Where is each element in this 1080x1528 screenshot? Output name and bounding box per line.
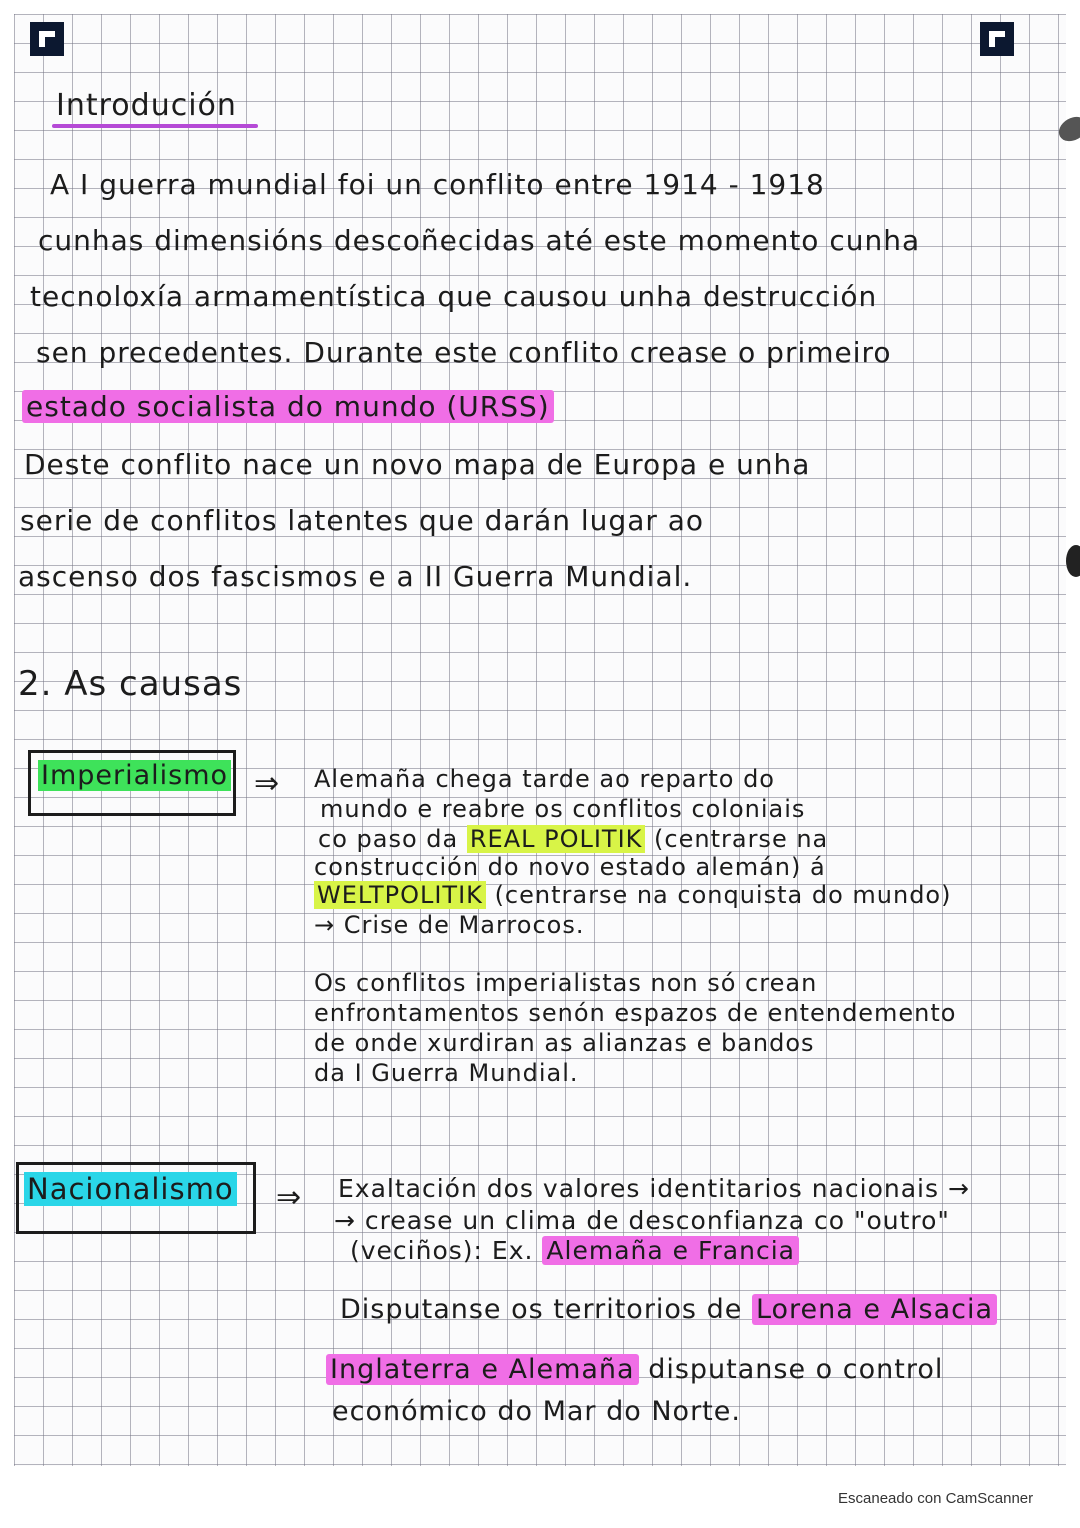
imperialismo-text: construcción do novo estado alemán) á [314, 853, 826, 881]
nacionalismo-text: (veciños): Ex. [350, 1236, 534, 1265]
imperialismo-label: Imperialismo [38, 760, 231, 791]
intro-line: A I guerra mundial foi un conflito entre 1914 - 1918 [50, 168, 825, 201]
nacionalismo-text: → crease un clima de desconfianza co "outro" [334, 1206, 950, 1235]
intro-line: cunhas dimensións descoñecidas até este momento cunha [38, 224, 921, 257]
double-arrow-icon: ⇒ [276, 1180, 302, 1215]
intro-line: sen precedentes. Durante este conflito crease o primeiro [36, 336, 892, 369]
intro-line: serie de conflitos latentes que darán lugar ao [20, 504, 705, 537]
nacionalismo-text: económico do Mar do Norte. [332, 1396, 741, 1427]
imperialismo-text-2: da I Guerra Mundial. [314, 1059, 579, 1087]
nacionalismo-text: Disputanse os territorios de [340, 1294, 743, 1325]
highlight-weltpolitik: WELTPOLITIK [314, 881, 486, 909]
highlight-inglaterra-alemana: Inglaterra e Alemaña [326, 1354, 639, 1385]
intro-line: ascenso dos fascismos e a II Guerra Mundial. [18, 560, 693, 593]
imperialismo-text-2: de onde xurdiran as alianzas e bandos [314, 1029, 815, 1057]
heading-underline [52, 124, 258, 128]
imperialismo-text: mundo e reabre os conflitos coloniais [320, 795, 806, 823]
imperialismo-text: co paso da [318, 825, 459, 853]
nacionalismo-label: Nacionalismo [24, 1172, 237, 1206]
imperialismo-text: Alemaña chega tarde ao reparto do [314, 765, 775, 793]
highlight-lorena-alsacia: Lorena e Alsacia [752, 1294, 997, 1325]
nacionalismo-text: Exaltación dos valores identitarios nacionais → [338, 1174, 970, 1203]
imperialismo-text: (centrarse na [654, 825, 829, 853]
imperialismo-text: (centrarse na conquista do mundo) [494, 881, 952, 909]
scan-corner-marker-icon [980, 22, 1014, 56]
double-arrow-icon: ⇒ [254, 766, 280, 801]
nacionalismo-text: disputanse o control [648, 1354, 944, 1385]
intro-line: tecnoloxía armamentística que causou unha destrucción [30, 280, 878, 313]
highlight-realpolitik: REAL POLITIK [467, 825, 646, 853]
scanner-watermark: Escaneado con CamScanner [838, 1490, 1034, 1507]
page-heading: Introdución [56, 88, 237, 123]
section-title: 2. As causas [18, 664, 243, 704]
pen-shadow [1066, 545, 1080, 577]
highlight-alemana-francia: Alemaña e Francia [542, 1236, 799, 1265]
imperialismo-text-2: enfrontamentos senón espazos de entendemento [314, 999, 957, 1027]
highlight-urss: estado socialista do mundo (URSS) [22, 390, 554, 423]
imperialismo-text-2: Os conflitos imperialistas non só crean [314, 969, 818, 997]
imperialismo-text: → Crise de Marrocos. [314, 911, 585, 939]
intro-line: Deste conflito nace un novo mapa de Europa e unha [24, 448, 811, 481]
scan-corner-marker-icon [30, 22, 64, 56]
